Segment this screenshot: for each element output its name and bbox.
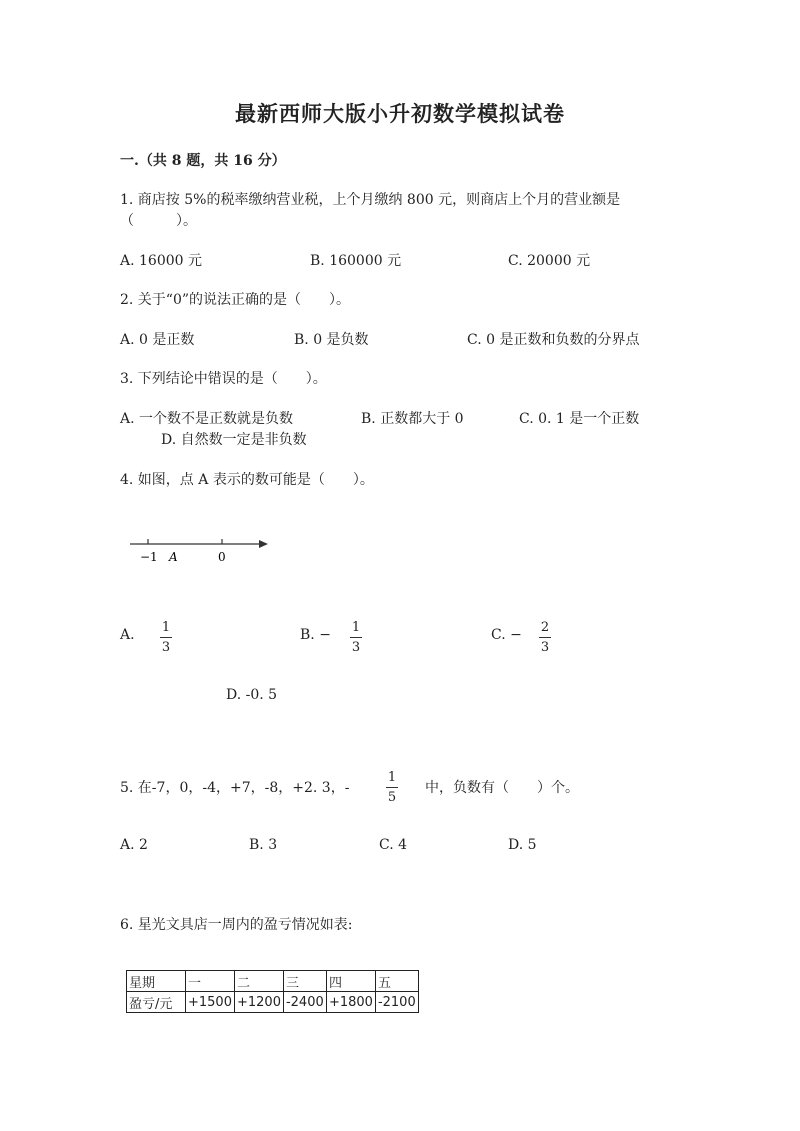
question-5-text: 5. 在-7，0，-4，+7，-8，+2. 3，- xyxy=(120,780,350,796)
fraction-bar xyxy=(160,637,172,638)
question-5-text-cont: 中，负数有（ ）个。 xyxy=(425,780,579,796)
q5-fraction xyxy=(386,770,398,805)
section-heading: 一.（共 8 题，共 16 分） xyxy=(120,153,286,169)
table-cell: 四 xyxy=(326,971,375,992)
q4-option-d: D. -0. 5 xyxy=(226,687,278,703)
fraction-bar xyxy=(386,787,398,788)
question-2-text: 2. 关于“0”的说法正确的是（ ）。 xyxy=(120,292,351,308)
table-cell: +1200 xyxy=(234,992,283,1013)
number-line-svg xyxy=(126,530,276,570)
q1-option-c: C. 20000 元 xyxy=(508,253,591,269)
q2-option-a: A. 0 是正数 xyxy=(120,332,195,348)
table-cell: -2100 xyxy=(375,992,418,1013)
question-1-text: 1. 商店按 5%的税率缴纳营业税，上个月缴纳 800 元，则商店上个月的营业额是 xyxy=(120,192,621,208)
q5-option-b: B. 3 xyxy=(249,837,278,853)
table-row xyxy=(127,992,419,1013)
profit-loss-table xyxy=(126,970,419,1013)
table-cell: 三 xyxy=(283,971,326,992)
fraction-bar xyxy=(539,637,551,638)
fraction-bar xyxy=(350,637,362,638)
q3-option-c: C. 0. 1 是一个正数 xyxy=(519,411,640,427)
fraction-denominator: 3 xyxy=(540,640,550,655)
q4-option-a-prefix: A. xyxy=(120,627,135,643)
q4-option-b-prefix: B. − xyxy=(300,627,331,643)
fraction-numerator: 1 xyxy=(161,620,171,635)
q3-option-d: D. 自然数一定是非负数 xyxy=(161,432,307,448)
q5-option-c: C. 4 xyxy=(379,837,408,853)
table-cell: 二 xyxy=(234,971,283,992)
q4-option-c-prefix: C. − xyxy=(491,627,522,643)
fraction-denominator: 3 xyxy=(351,640,361,655)
q1-option-a: A. 16000 元 xyxy=(120,253,202,269)
table-cell: -2400 xyxy=(283,992,326,1013)
question-4-text: 4. 如图，点 A 表示的数可能是（ ）。 xyxy=(120,472,374,488)
q4-option-c-fraction xyxy=(539,620,551,655)
question-6-text: 6. 星光文具店一周内的盈亏情况如表: xyxy=(120,917,353,933)
q1-option-b: B. 160000 元 xyxy=(310,253,402,269)
number-line-arrow xyxy=(259,540,268,548)
page-title: 最新西师大版小升初数学模拟试卷 xyxy=(235,101,565,126)
fraction-numerator: 2 xyxy=(540,620,550,635)
q5-option-d: D. 5 xyxy=(508,837,537,853)
fraction-numerator: 1 xyxy=(387,770,397,785)
label-minus-one: −1 xyxy=(140,550,158,564)
label-point-a: A xyxy=(169,550,178,564)
number-line-figure xyxy=(126,530,276,570)
q4-option-b-fraction xyxy=(350,620,362,655)
table-header-row xyxy=(127,971,419,992)
q4-option-a-fraction xyxy=(160,620,172,655)
q2-option-c: C. 0 是正数和负数的分界点 xyxy=(467,332,640,348)
fraction-denominator: 5 xyxy=(387,790,397,805)
table-cell: +1800 xyxy=(326,992,375,1013)
table-cell: 星期 xyxy=(127,971,186,992)
question-3-text: 3. 下列结论中错误的是（ ）。 xyxy=(120,371,327,387)
fraction-numerator: 1 xyxy=(351,620,361,635)
q3-option-a: A. 一个数不是正数就是负数 xyxy=(120,411,294,427)
question-1-text-cont: （ ）。 xyxy=(120,213,197,229)
table-cell: 五 xyxy=(375,971,418,992)
fraction-denominator: 3 xyxy=(161,640,171,655)
table-cell: 盈亏/元 xyxy=(127,992,186,1013)
q5-option-a: A. 2 xyxy=(120,837,148,853)
table-cell: 一 xyxy=(186,971,235,992)
q3-option-b: B. 正数都大于 0 xyxy=(361,411,464,427)
label-zero: 0 xyxy=(218,550,226,564)
q2-option-b: B. 0 是负数 xyxy=(294,332,369,348)
table-cell: +1500 xyxy=(186,992,235,1013)
